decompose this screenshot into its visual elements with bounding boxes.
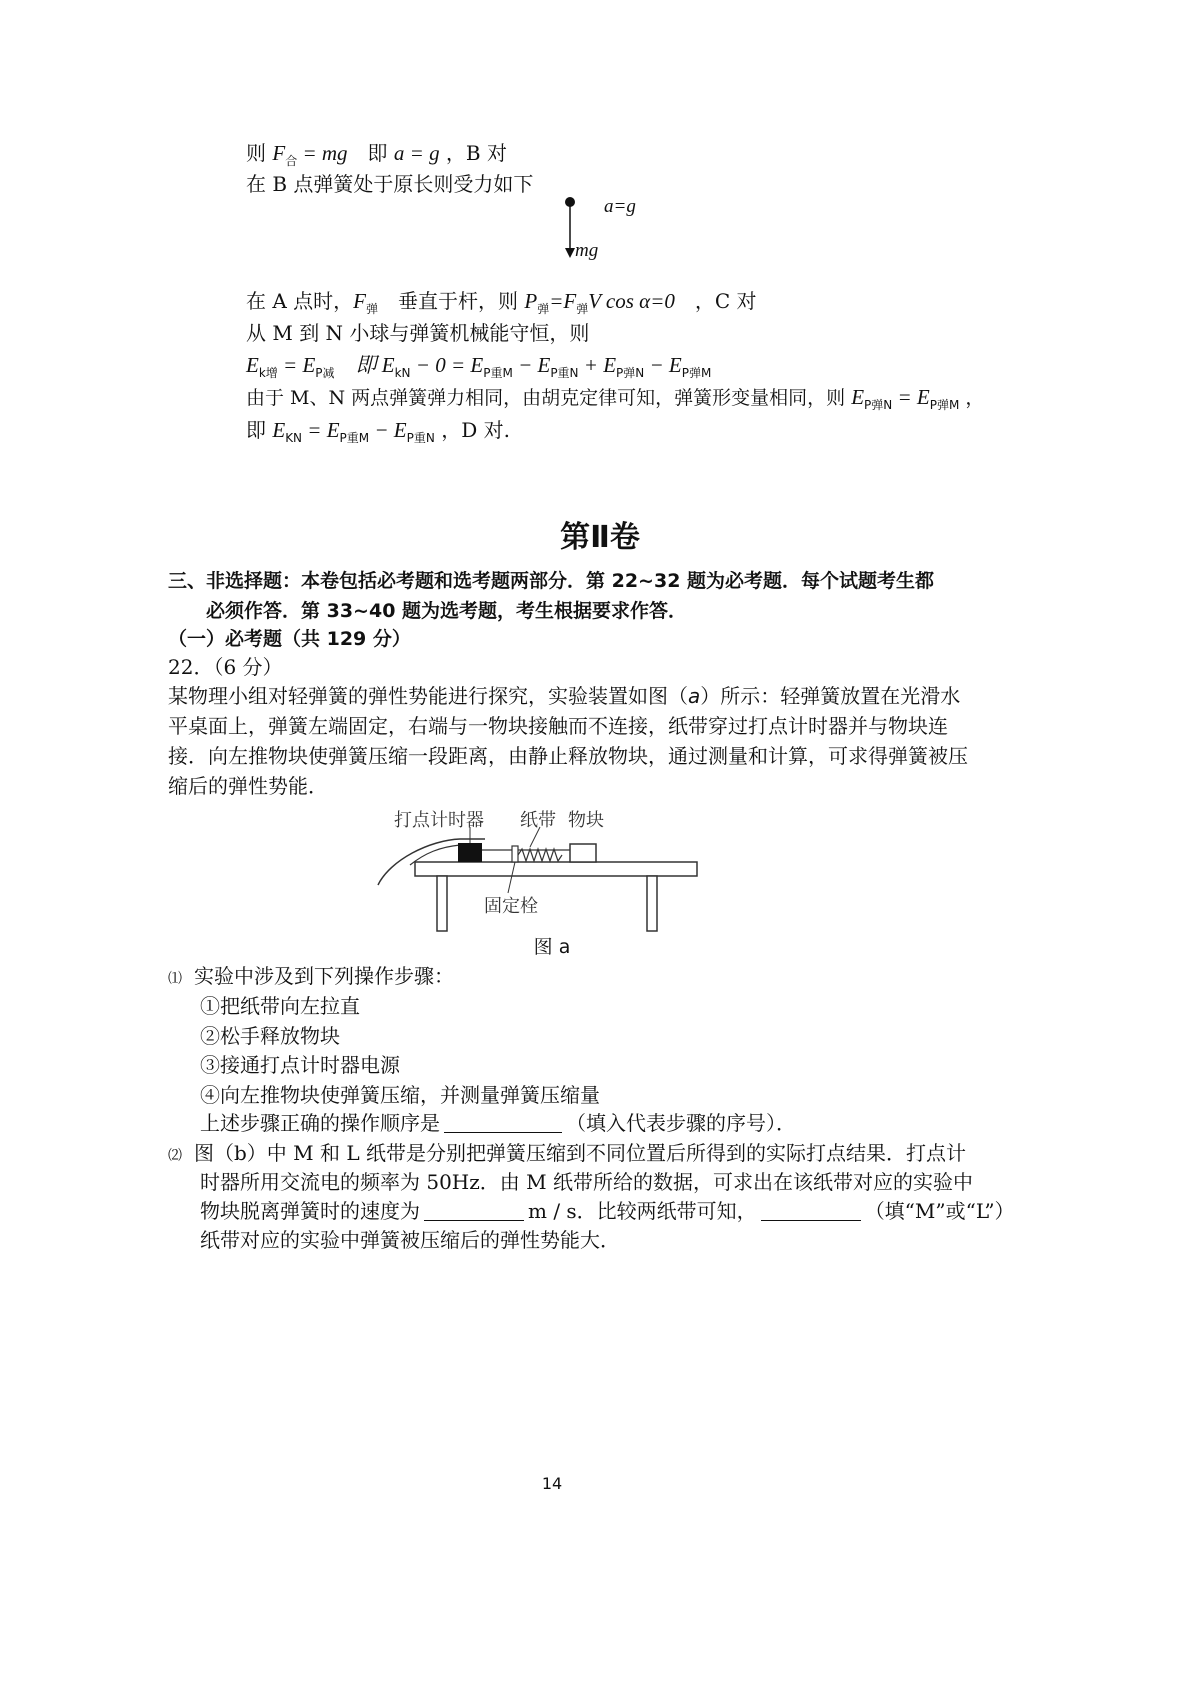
force-label-mg: mg xyxy=(575,240,599,261)
q22-header: 22．（6 分） xyxy=(168,655,283,679)
solution-line-3: 在 A 点时，$F_弹$ 垂直于杆，则 $P_弹=F_弹V$ cos α=0 ，C 对 xyxy=(246,289,757,316)
subq2-line-3: 物块脱离弹簧时的速度为 m / s．比较两纸带可知， （填“M”或“L”） xyxy=(200,1199,1015,1223)
figure-label-block: 物块 xyxy=(568,810,604,831)
q22-paragraph-line-4: 缩后的弹性势能． xyxy=(168,774,328,798)
part3-subheading: （一）必考题（共 129 分） xyxy=(168,628,411,650)
subq1-step-3: ③接通打点计时器电源 xyxy=(200,1053,400,1077)
block xyxy=(570,844,596,862)
subq1-step-1: ①把纸带向左拉直 xyxy=(200,994,360,1018)
subq2-line-1: ⑵ 图（b）中 M 和 L 纸带是分别把弹簧压缩到不同位置后所得到的实际打点结果．打点计 xyxy=(168,1141,966,1165)
q22-paragraph-line-2: 平桌面上，弹簧左端固定，右端与一物块接触而不连接，纸带穿过打点计时器并与物块连 xyxy=(168,714,948,738)
solution-line-6: 由于 M、N 两点弹簧弹力相同，由胡克定律可知，弹簧形变量相同，则 $E_{P弹N} = E_{P弹M}$ ， xyxy=(246,385,985,412)
subq2-line-2: 时器所用交流电的频率为 50Hz．由 M 纸带所给的数据，可求出在该纸带对应的实验中 xyxy=(200,1170,973,1194)
tabletop xyxy=(415,862,697,876)
subq1-step-2: ②松手释放物块 xyxy=(200,1024,340,1048)
table-leg-right xyxy=(647,876,657,931)
answer-blank-2[interactable] xyxy=(424,1200,524,1221)
page-number: 14 xyxy=(541,1474,563,1493)
solution-line-4: 从 M 到 N 小球与弹簧机械能守恒，则 xyxy=(246,321,590,345)
table-leg-left xyxy=(437,876,447,931)
fixed-peg xyxy=(512,846,518,862)
figure-caption: 图 a xyxy=(533,936,571,958)
part3-line-2: 必须作答．第 33~40 题为选考题，考生根据要求作答． xyxy=(206,600,688,622)
answer-blank-1[interactable] xyxy=(444,1112,562,1133)
solution-line-5: $E_{k增} = E_{P减}$ 即 $E_{kN} - 0 = E_{P重M} - E_{P重N} + E_{P弹N} - E_{P弹M}$ xyxy=(246,353,712,380)
accel-label: a=g xyxy=(604,196,636,217)
spring xyxy=(518,849,562,861)
timer-block xyxy=(458,843,482,862)
answer-blank-3[interactable] xyxy=(761,1200,861,1221)
q22-paragraph-line-1: 某物理小组对轻弹簧的弹性势能进行探究，实验装置如图（a）所示：轻弹簧放置在光滑水 xyxy=(168,684,961,708)
section-title: 第Ⅱ卷 xyxy=(560,520,640,555)
solution-line-1: 则 $F_合$ = mg 即 a = g ，B 对 xyxy=(246,141,507,168)
subq1-intro: ⑴ 实验中涉及到下列操作步骤： xyxy=(168,964,454,988)
solution-line-7: 即 $E_{KN} = E_{P重M} - E_{P重N}$ ，D 对. xyxy=(246,418,510,445)
gravity-arrow-head xyxy=(565,248,575,258)
figure-label-timer: 打点计时器 xyxy=(394,810,484,831)
subq1-question: 上述步骤正确的操作顺序是 （填入代表步骤的序号）． xyxy=(200,1111,796,1135)
figure-label-peg: 固定栓 xyxy=(484,896,538,917)
subq2-line-4: 纸带对应的实验中弹簧被压缩后的弹性势能大． xyxy=(200,1228,620,1252)
part3-line-1: 三、非选择题：本卷包括必考题和选考题两部分．第 22~32 题为必考题．每个试题考生都 xyxy=(168,570,935,592)
figure-label-tape: 纸带 xyxy=(520,810,556,831)
solution-line-2: 在 B 点弹簧处于原长则受力如下 xyxy=(246,172,534,196)
q22-paragraph-line-3: 接．向左推物块使弹簧压缩一段距离，由静止释放物块，通过测量和计算，可求得弹簧被压 xyxy=(168,744,968,768)
subq1-step-4: ④向左推物块使弹簧压缩，并测量弹簧压缩量 xyxy=(200,1083,600,1107)
